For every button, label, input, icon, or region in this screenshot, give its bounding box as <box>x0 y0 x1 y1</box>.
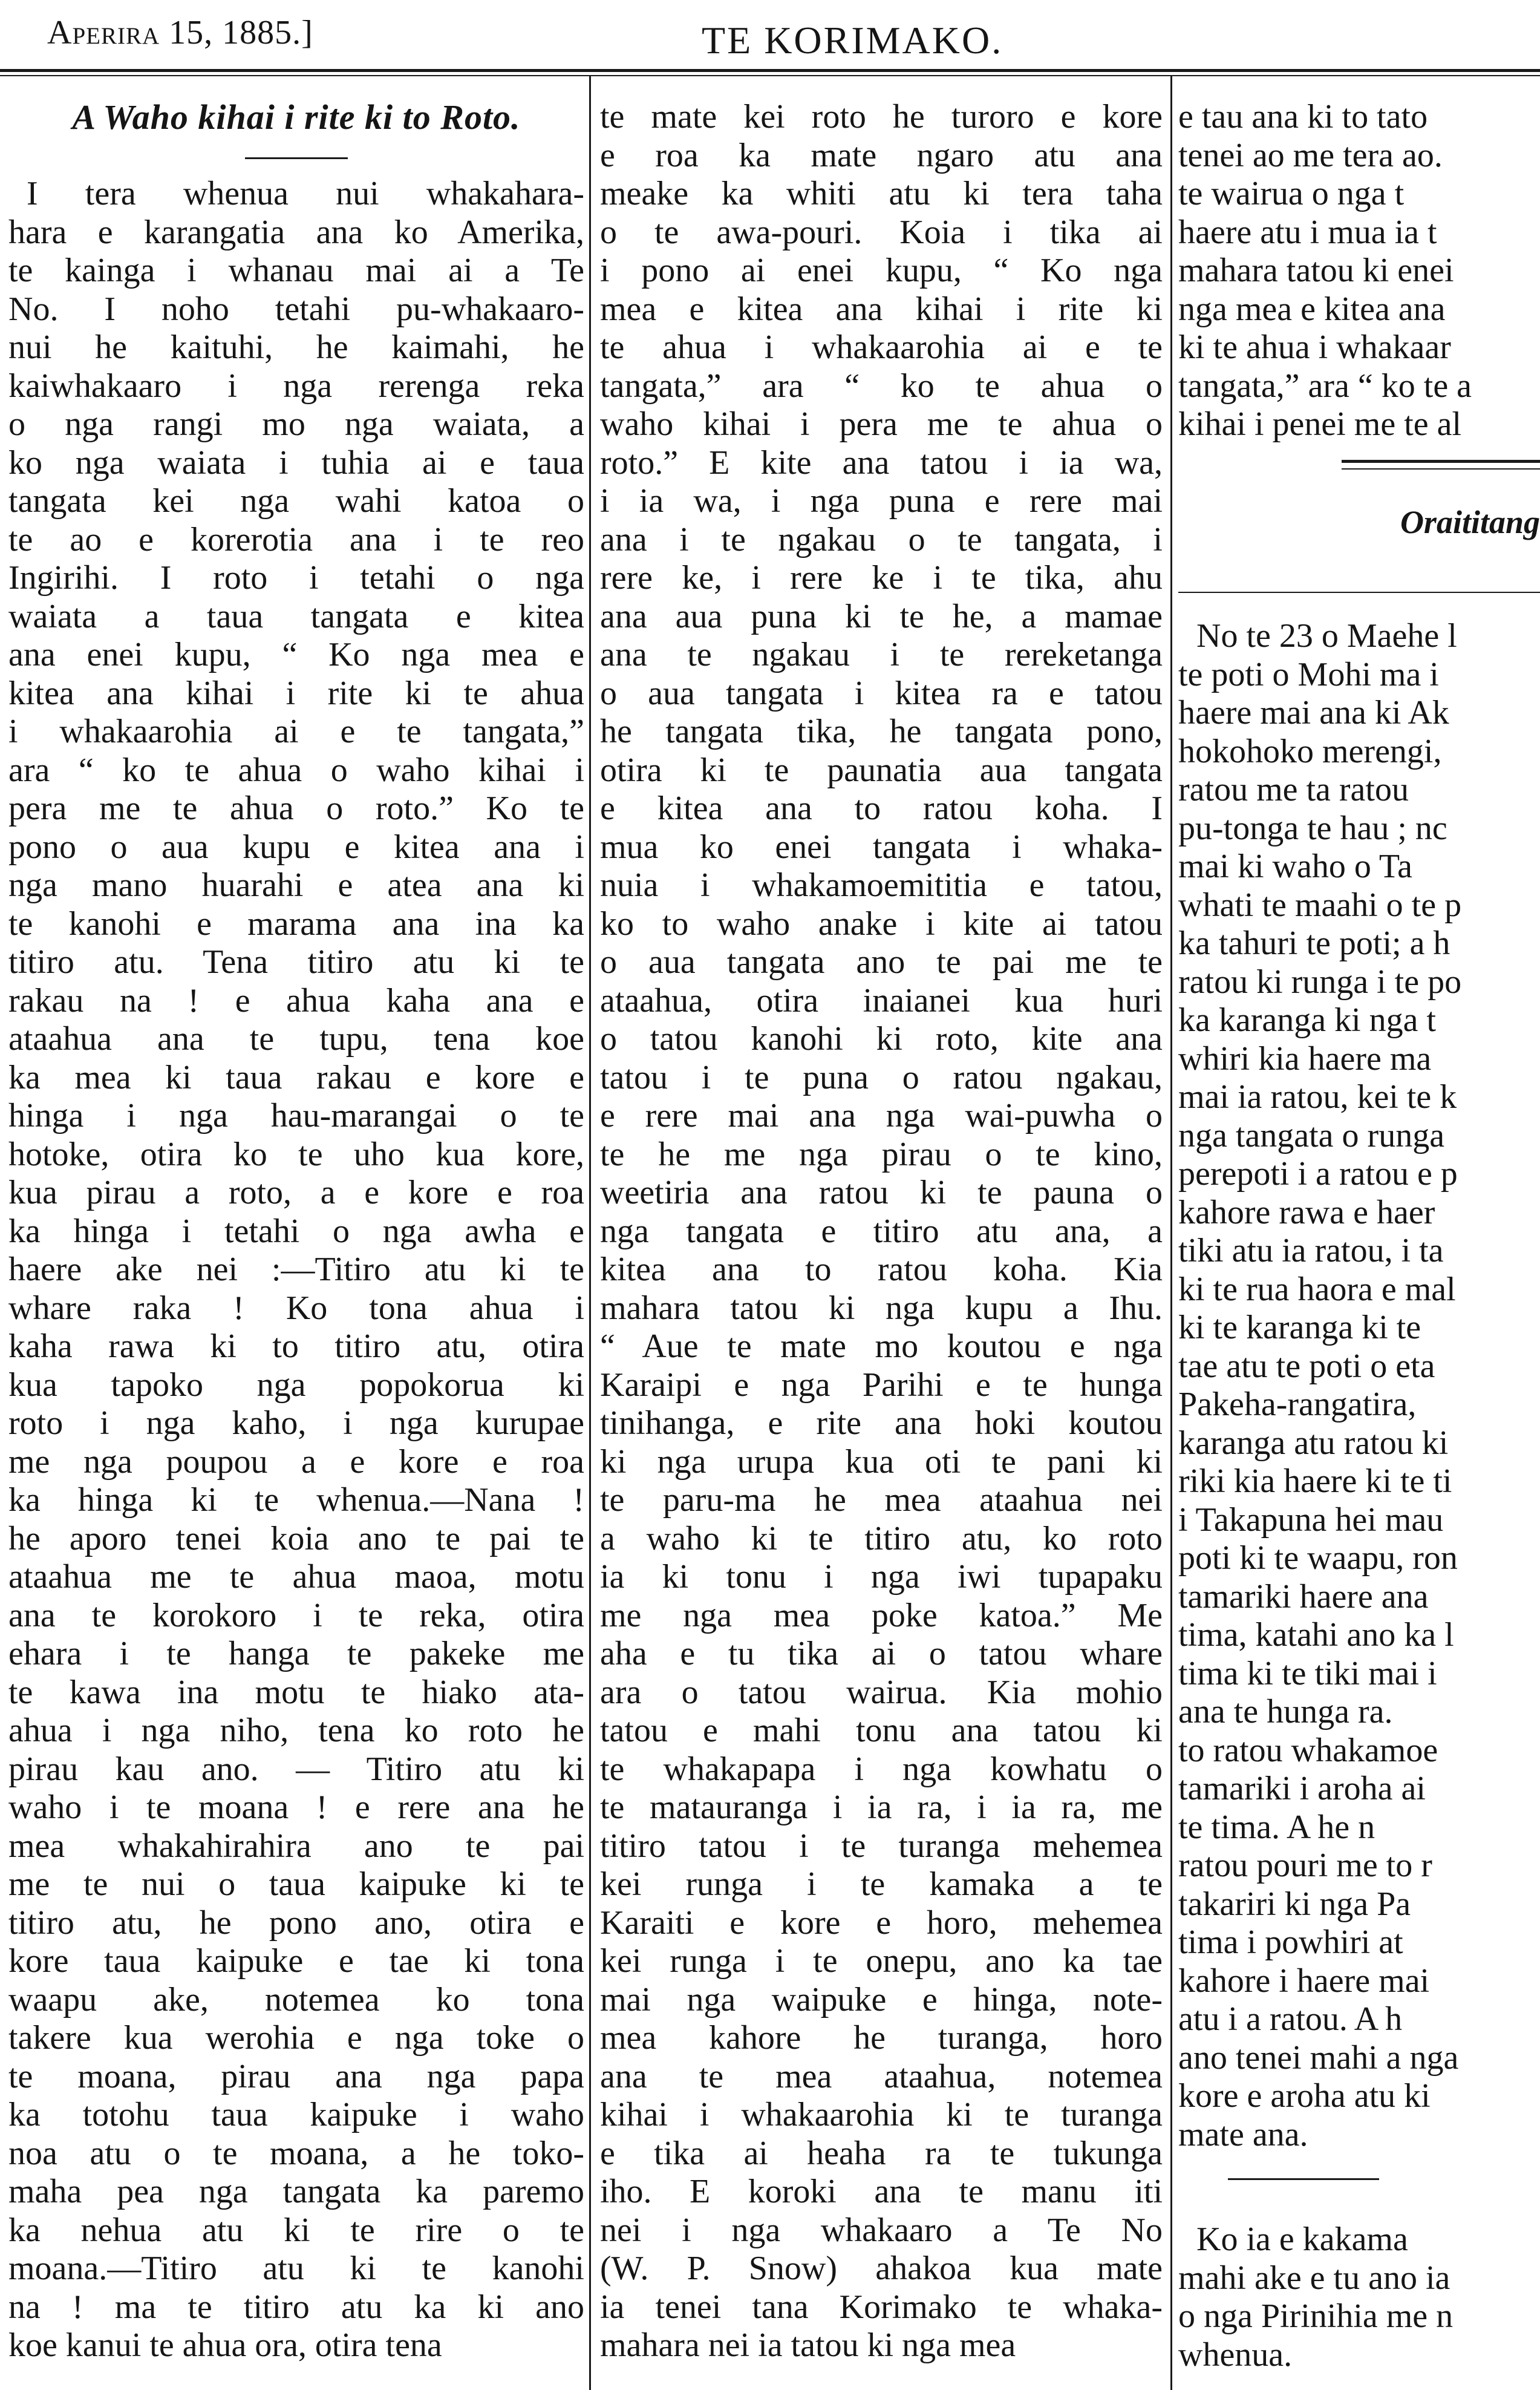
column-2 <box>600 98 1163 2365</box>
text-line: kitea ana kihai i rite ki te ahua <box>8 674 584 712</box>
text-line: ki te ahua i whakaar <box>1178 329 1451 366</box>
text-line: iho. E koroki ana te manu iti <box>600 2173 1163 2210</box>
text-line: ahua i nga niho, tena ko roto he <box>8 1712 584 1749</box>
text-line: otira ki te paunatia aua tangata <box>600 751 1163 789</box>
text-line: ratou ki runga i te po <box>1178 963 1462 1001</box>
text-line: kihai i whakaarohia ki te turanga <box>600 2096 1163 2133</box>
text-line: ratou pouri me to r <box>1178 1847 1432 1884</box>
text-line: tinihanga, e rite ana hoki koutou <box>600 1404 1163 1442</box>
text-line: rakau na ! e ahua kaha ana e <box>8 981 584 1020</box>
text-line: nuia i whakamoemititia e tatou, <box>600 866 1163 904</box>
text-line: haere ake nei :—Titiro atu ki te <box>8 1251 584 1288</box>
column-1 <box>8 98 584 2365</box>
article-body-tail <box>1178 98 1540 444</box>
text-line: pirau kau ano. — Titiro atu ki <box>8 1750 584 1788</box>
text-line: No te 23 o Maehe l <box>1196 617 1457 655</box>
section-rule-thin <box>1342 468 1540 470</box>
text-line: takariri ki nga Pa <box>1178 1885 1411 1923</box>
text-line: tamariki i aroha ai <box>1178 1770 1426 1807</box>
text-line: tangata kei nga wahi katoa o <box>8 482 584 520</box>
text-line: o aua tangata i kitea ra e tatou <box>600 674 1163 712</box>
text-line: he aporo tenei koia ano te pai te <box>8 1519 584 1557</box>
text-line: o nga rangi mo nga waiata, a <box>8 405 584 443</box>
text-line: nga mea e kitea ana <box>1178 290 1446 328</box>
text-line: hinga i nga hau-marangai o te <box>8 1097 584 1134</box>
text-line: tangata,” ara “ ko te a <box>1178 367 1472 405</box>
section-heading-box <box>1178 503 1540 542</box>
text-line: waho i te moana ! e rere ana he <box>8 1789 584 1826</box>
text-line: tangata,” ara “ ko te ahua o <box>600 367 1163 405</box>
text-line: kore e aroha atu ki <box>1178 2077 1431 2115</box>
text-line: No. I noho tetahi pu-whakaaro- <box>8 290 584 328</box>
text-line: me nga poupou a e kore e roa <box>8 1442 584 1481</box>
text-line: mea kahore he turanga, horo <box>600 2019 1163 2057</box>
column-divider <box>1170 76 1172 2390</box>
text-line: te matauranga i ia ra, i ia ra, me <box>600 1789 1163 1826</box>
text-line: mate ana. <box>1178 2115 1308 2153</box>
text-line: kore taua kaipuke e tae ki tona <box>8 1942 584 1980</box>
text-line: mahara tatou ki nga kupu a Ihu. <box>600 1289 1163 1327</box>
text-line: te mate kei roto he turoro e kore <box>600 98 1163 136</box>
text-line: meake ka whiti atu ki tera taha <box>600 175 1163 212</box>
text-line: ana te korokoro i te reka, otira <box>8 1596 584 1634</box>
column-divider <box>589 76 591 2390</box>
text-line: takere kua werohia e nga toke o <box>8 2019 584 2057</box>
text-line: to ratou whakamoe <box>1178 1731 1438 1769</box>
text-line: kei runga i te onepu, ano ka tae <box>600 1942 1163 1980</box>
text-line: ka nehua atu ki te rire o te <box>8 2211 584 2249</box>
text-line: te kanohi e marama ana ina ka <box>8 905 584 943</box>
text-line: me nga mea poke katoa.” Me <box>600 1596 1163 1634</box>
text-line: pono o aua kupu e kitea ana i <box>8 828 584 866</box>
text-line: o tatou kanohi ki roto, kite ana <box>600 1020 1163 1058</box>
column-3 <box>1178 98 1540 444</box>
text-line: titiro atu. Tena titiro atu ki te <box>8 943 584 981</box>
text-line: ka hinga i tetahi o nga awha e <box>8 1212 584 1250</box>
text-line: te moana, pirau ana nga papa <box>8 2057 584 2095</box>
text-line: a waho ki te titiro atu, ko roto <box>600 1519 1163 1557</box>
article-body <box>8 175 584 2365</box>
text-line: koe kanui te ahua ora, otira tena <box>8 2326 442 2364</box>
text-line: whati te maahi o te p <box>1178 886 1462 924</box>
text-line: noa atu o te moana, a he toko- <box>8 2134 584 2172</box>
text-line: kahore i haere mai <box>1178 1962 1430 2000</box>
text-line: te ahua i whakaarohia ai e te <box>600 329 1163 366</box>
text-line: pu-tonga te hau ; nc <box>1178 809 1447 847</box>
text-line: nei i nga whakaaro a Te No <box>600 2211 1163 2249</box>
text-line: mahara nei ia tatou ki nga mea <box>600 2326 1016 2364</box>
text-line: e kitea ana to ratou koha. I <box>600 790 1163 827</box>
text-line: o aua tangata ano te pai me te <box>600 943 1163 981</box>
text-line: titiro atu, he pono ano, otira e <box>8 1904 584 1942</box>
text-line: i whakaarohia ai e te tangata,” <box>8 713 584 750</box>
text-line: kua pirau a roto, a e kore e roa <box>8 1174 584 1211</box>
text-line: te he me nga pirau o te kino, <box>600 1135 1163 1173</box>
text-line: haere mai ana ki Ak <box>1178 694 1449 732</box>
text-line: te kawa ina motu te hiako ata- <box>8 1673 584 1711</box>
column-3-article-2 <box>1178 617 1540 2154</box>
text-line: karanga atu ratou ki <box>1178 1424 1449 1462</box>
article-title: A Waho kihai i rite ki to Roto. <box>72 98 521 137</box>
text-line: ehara i te hanga te pakeke me <box>8 1635 584 1672</box>
text-line: na ! ma te titiro atu ka ki ano <box>8 2288 584 2326</box>
text-line: nui he kaituhi, he kaimahi, he <box>8 329 584 366</box>
text-line: nga mano huarahi e atea ana ki <box>8 866 584 904</box>
text-line: mahi ake e tu ano ia <box>1178 2259 1450 2297</box>
text-line: waapu ake, notemea ko tona <box>8 1980 584 2018</box>
text-line: mahara tatou ki enei <box>1178 252 1454 289</box>
text-line: kahore rawa e haer <box>1178 1193 1435 1231</box>
text-line: maha pea nga tangata ka paremo <box>8 2173 584 2210</box>
text-line: ana aua puna ki te he, a mamae <box>600 597 1163 635</box>
text-line: tiki atu ia ratou, i ta <box>1178 1232 1444 1269</box>
text-line: nga tangata e titiro atu ana, a <box>600 1212 1163 1250</box>
text-line: ara “ ko te ahua o waho kihai i <box>8 751 584 789</box>
text-line: o nga Pirinihia me n <box>1178 2297 1454 2335</box>
masthead-title: TE KORIMAKO. <box>702 19 1003 62</box>
text-line: tae atu te poti o eta <box>1178 1347 1435 1385</box>
text-line: i ia wa, i nga puna e rere mai <box>600 482 1163 520</box>
text-line: (W. P. Snow) ahakoa kua mate <box>600 2250 1163 2287</box>
text-line: ano tenei mahi a nga <box>1178 2038 1459 2077</box>
text-line: te kainga i whanau mai ai a Te <box>8 252 584 289</box>
text-line: Pakeha-rangatira, <box>1178 1386 1417 1423</box>
text-line: haere atu i mua ia t <box>1178 213 1437 251</box>
text-line: te tima. A he n <box>1178 1808 1375 1846</box>
text-line: tamariki haere ana <box>1178 1577 1429 1616</box>
text-line: kihai i penei me te al <box>1178 405 1462 443</box>
text-line: aha e tu tika ai o tatou whare <box>600 1635 1163 1672</box>
text-line: Ko ia e kakama <box>1196 2221 1408 2258</box>
text-line: kaha rawa ki to titiro atu, otira <box>8 1328 584 1365</box>
text-line: te ao e korerotia ana i te reo <box>8 520 584 558</box>
text-line: mai nga waipuke e hinga, note- <box>600 1980 1163 2018</box>
text-line: i pono ai enei kupu, “ Ko nga <box>600 252 1163 289</box>
header-rule <box>0 69 1540 72</box>
article-body-continued <box>600 98 1163 2365</box>
text-line: perepoti i a ratou e p <box>1178 1155 1458 1193</box>
text-line: o te awa-pouri. Koia i tika ai <box>600 213 1163 251</box>
text-line: ka tahuri te poti; a h <box>1178 925 1450 962</box>
text-line: te poti o Mohi ma i <box>1178 655 1439 693</box>
text-line: mea e kitea ana kihai i rite ki <box>600 290 1163 328</box>
text-line: kua tapoko nga popokorua ki <box>8 1366 584 1404</box>
text-line: ka totohu taua kaipuke i waho <box>8 2096 584 2133</box>
text-line: tima i powhiri at <box>1178 1923 1403 1961</box>
text-line: mea whakahirahira ano te pai <box>8 1827 584 1865</box>
text-line: I tera whenua nui whakahara- <box>27 175 584 212</box>
text-line: rere ke, i rere ke i te tika, ahu <box>600 559 1163 597</box>
text-line: hara e karangatia ana ko Amerika, <box>8 213 584 251</box>
text-line: pera me te ahua o roto.” Ko te <box>8 790 584 827</box>
text-line: ko to waho anake i kite ai tatou <box>600 905 1163 943</box>
text-line: te wairua o nga t <box>1178 175 1405 212</box>
text-line: whiri kia haere ma <box>1178 1039 1432 1078</box>
text-line: moana.—Titiro atu ki te kanohi <box>8 2250 584 2287</box>
text-line: ratou me ta ratou <box>1178 771 1409 808</box>
text-line: mai ki waho o Ta <box>1178 848 1412 885</box>
text-line: te paru-ma he mea ataahua nei <box>600 1481 1163 1519</box>
text-line: Ingirihi. I roto i tetahi o nga <box>8 559 584 597</box>
text-line: riki kia haere ki te ti <box>1178 1462 1452 1500</box>
heading-rule <box>1178 592 1540 593</box>
text-line: e tika ai heaha ra te tukunga <box>600 2134 1163 2172</box>
header-rule-thin <box>0 75 1540 76</box>
text-line: tatou i te puna o ratou ngakau, <box>600 1058 1163 1096</box>
text-line: te whakapapa i nga kowhatu o <box>600 1750 1163 1788</box>
issue-date: Aperira 15, 1885.] <box>47 14 313 51</box>
text-line: i Takapuna hei mau <box>1178 1501 1444 1539</box>
text-line: Karaipi e nga Parihi e te hunga <box>600 1366 1163 1404</box>
text-line: ka hinga ki te whenua.—Nana ! <box>8 1481 584 1519</box>
text-line: me te nui o taua kaipuke ki te <box>8 1865 584 1903</box>
text-line: e roa ka mate ngaro atu ana <box>600 136 1163 174</box>
text-line: ka mea ki taua rakau e kore e <box>8 1058 584 1096</box>
text-line: roto i nga kaho, i nga kurupae <box>8 1404 584 1442</box>
text-line: ana te hunga ra. <box>1178 1693 1393 1730</box>
text-line: tatou e mahi tonu ana tatou ki <box>600 1712 1163 1749</box>
text-line: ataahua me te ahua maoa, motu <box>8 1558 584 1596</box>
section-heading: Oraititang <box>1400 504 1540 540</box>
text-line: whenua. <box>1178 2336 1293 2374</box>
text-line: ataahua ana te tupu, tena koe <box>8 1020 584 1058</box>
text-line: titiro tatou i te turanga mehemea <box>600 1827 1163 1865</box>
text-line: hotoke, otira ko te uho kua kore, <box>8 1135 584 1173</box>
text-line: ki te karanga ki te <box>1178 1309 1421 1346</box>
text-line: ana te mea ataahua, notemea <box>600 2057 1163 2095</box>
text-line: tima, katahi ano ka l <box>1178 1616 1454 1654</box>
text-line: ana i te ngakau o te tangata, i <box>600 520 1163 558</box>
text-line: ki nga urupa kua oti te pani ki <box>600 1442 1163 1481</box>
text-line: waiata a taua tangata e kitea <box>8 597 584 635</box>
text-line: mai ia ratou, kei te k <box>1178 1078 1457 1116</box>
text-line: ko nga waiata i tuhia ai e taua <box>8 444 584 482</box>
text-line: waho kihai i pera me te ahua o <box>600 405 1163 443</box>
text-line: ia tenei tana Korimako te whaka- <box>600 2288 1163 2326</box>
text-line: whare raka ! Ko tona ahua i <box>8 1289 584 1327</box>
text-line: ka karanga ki nga t <box>1178 1001 1437 1039</box>
text-line: kaiwhakaaro i nga rerenga reka <box>8 367 584 405</box>
text-line: ana te ngakau i te rereketanga <box>600 636 1163 673</box>
text-line: kei runga i te kamaka a te <box>600 1865 1163 1903</box>
text-line: he tangata tika, he tangata pono, <box>600 713 1163 750</box>
text-line: poti ki te waapu, ron <box>1178 1539 1458 1577</box>
text-line: ia ki tonu i nga iwi tupapaku <box>600 1558 1163 1596</box>
text-line: atu i a ratou. A h <box>1178 2000 1403 2038</box>
text-line: ki te rua haora e mal <box>1178 1270 1456 1308</box>
text-line: hokohoko merengi, <box>1178 732 1442 770</box>
text-line: mua ko enei tangata i whaka- <box>600 828 1163 866</box>
page-header <box>0 0 1540 71</box>
section-rule <box>1342 460 1540 463</box>
text-line: ara o tatou wairua. Kia mohio <box>600 1673 1163 1711</box>
text-line: ana enei kupu, “ Ko nga mea e <box>8 636 584 673</box>
next-item-body <box>1178 2221 1540 2374</box>
text-line: roto.” E kite ana tatou i ia wa, <box>600 444 1163 482</box>
text-line: e rere mai ana nga wai-puwha o <box>600 1097 1163 1134</box>
column-3-article-3 <box>1178 2221 1540 2374</box>
text-line: tima ki te tiki mai i <box>1178 1654 1437 1692</box>
item-divider <box>1228 2178 1379 2180</box>
text-line: kitea ana to ratou koha. Kia <box>600 1251 1163 1288</box>
text-line: nga tangata o runga <box>1178 1116 1445 1154</box>
text-line: ataahua, otira inaianei kua huri <box>600 981 1163 1020</box>
text-line: Karaiti e kore e horo, mehemea <box>600 1904 1163 1942</box>
text-line: tenei ao me tera ao. <box>1178 136 1443 174</box>
title-rule <box>8 137 584 175</box>
news-item-body <box>1178 617 1540 2154</box>
text-line: “ Aue te mate mo koutou e nga <box>600 1328 1163 1365</box>
text-line: weetiria ana ratou ki te pauna o <box>600 1174 1163 1211</box>
text-line: e tau ana ki to tato <box>1178 98 1428 136</box>
